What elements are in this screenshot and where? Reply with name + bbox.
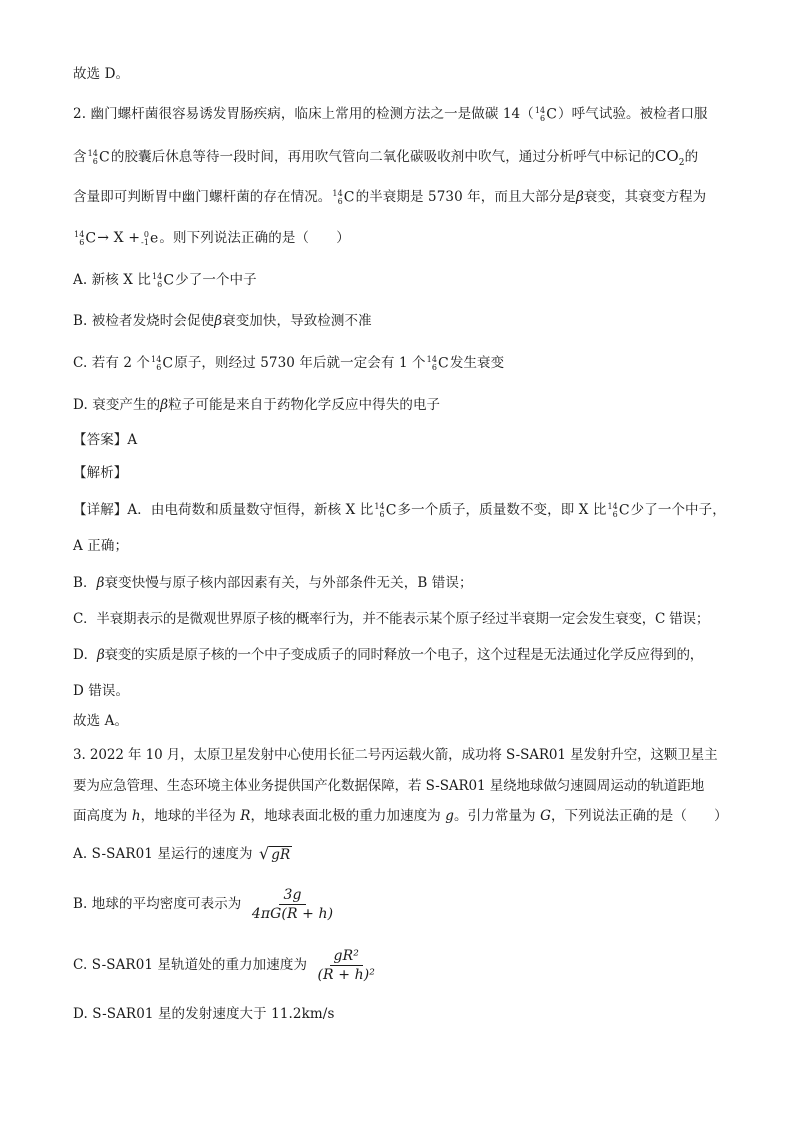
q3-line-3: 面高度为 h，地球的半径为 R，地球表面北极的重力加速度为 g。引力常量为 G，下列说法正确的是（ ）	[73, 808, 728, 824]
q3-option-a: A. S-SAR01 星运行的速度为 √ gR	[73, 842, 734, 867]
nuclide-c14: 14 6 C	[426, 354, 449, 372]
q2-option-b: B. 被检者发烧时会促使β衰变加快，导致检测不准	[73, 313, 372, 329]
final-choice: 故选 A。	[73, 713, 129, 729]
detail-line-d-end: D 错误。	[73, 683, 130, 699]
analysis-label: 【解析】	[73, 465, 128, 481]
nuclide-c14: 14 6 C	[151, 271, 175, 289]
nuclide-c14: 14 6 C	[374, 501, 397, 519]
q2-line-1: 2. 幽门螺杆菌很容易诱发胃肠疾病，临床上常用的检测方法之一是做碳 14（ 14 6 C）呼气试验。被检者口服	[73, 105, 708, 123]
detail-line-2: A 正确；	[73, 538, 129, 554]
detail-line-b: B．β衰变快慢与原子核内部因素有关，与外部条件无关，B 错误；	[73, 575, 473, 591]
nuclide-c14: 14 6 C	[534, 105, 558, 123]
sqrt-expression: √ gR	[258, 844, 291, 863]
nuclide-c14: 14 6 C	[87, 148, 110, 166]
answer-label: 【答案】A	[73, 432, 138, 448]
q2-option-d: D. 衰变产生的β粒子可能是来自于药物化学反应中得失的电子	[73, 397, 441, 413]
q3-option-c: C. S-SAR01 星轨道处的重力加速度为 $\frac{\text{gR²}}{\text{(R + h)²}}$	[73, 944, 734, 986]
nuclide-c14: 14 6 C	[151, 354, 174, 372]
q2-line-2: 含 14 6 C的胶囊后休息等待一段时间，再用吹气管向二氧化碳吸收剂中吹气，通过分析呼气中标记的$CO_2$的	[73, 147, 699, 168]
q3-line-2: 要为应急管理、生态环境主体业务提供国产化数据保障，若 S-SAR01 星绕地球做匀速圆周运动的轨道距地	[73, 778, 705, 794]
nuclide-c14: 14 6 C	[74, 229, 97, 247]
detail-line-c: C．半衰期表示的是微观世界原子核的概率行为，并不能表示某个原子经过半衰期一定会发生衰变，C 错误；	[73, 611, 710, 627]
detail-line-d: D．β衰变的实质是原子核的一个中子变成质子的同时释放一个电子，这个过程是无法通过化学反应得到的，	[73, 647, 704, 663]
gravity-fraction: $\frac{\text{gR²}}{\text{(R + h)²}}$	[317, 948, 376, 983]
q3-line-1: 3. 2022 年 10 月，太原卫星发射中心使用长征二号丙运载火箭，成功将 S-SAR01 星发射升空，这颗卫星主	[73, 747, 718, 763]
q2-line-4-decay-equation: 14 6 C→ X + 0 -1 e。则下列说法正确的是（ ）	[74, 229, 350, 247]
electron-symbol: 0 -1 e	[141, 229, 159, 247]
q2-option-a: A. 新核 X 比 14 6 C少了一个中子	[73, 271, 257, 289]
density-fraction: $\frac{3g}{4\pi G(R + h)}$	[251, 887, 334, 922]
q3-option-d: D. S-SAR01 星的发射速度大于 11.2km/s	[73, 1006, 335, 1022]
co2-formula: $CO_2$	[654, 147, 685, 168]
nuclide-c14: 14 6 C	[607, 501, 630, 519]
detail-line-1: 【详解】A．由电荷数和质量数守恒得，新核 X 比 14 6 C多一个质子，质量数不变，即 X 比 14 6 C少了一个中子，	[73, 501, 726, 519]
nuclide-c14: 14 6 C	[332, 188, 355, 206]
answer-line-previous: 故选 D。	[73, 66, 130, 82]
q2-line-3: 含量即可判断胃中幽门螺杆菌的存在情况。 14 6 C的半衰期是 5730 年，而且大部分是β衰变，其衰变方程为	[73, 188, 707, 206]
q3-option-b: B. 地球的平均密度可表示为 $\frac{3g}{4\pi G(R + h)}$	[73, 884, 734, 924]
q2-option-c: C. 若有 2 个 14 6 C原子，则经过 5730 年后就一定会有 1 个 14 6 C发生衰变	[73, 354, 505, 372]
